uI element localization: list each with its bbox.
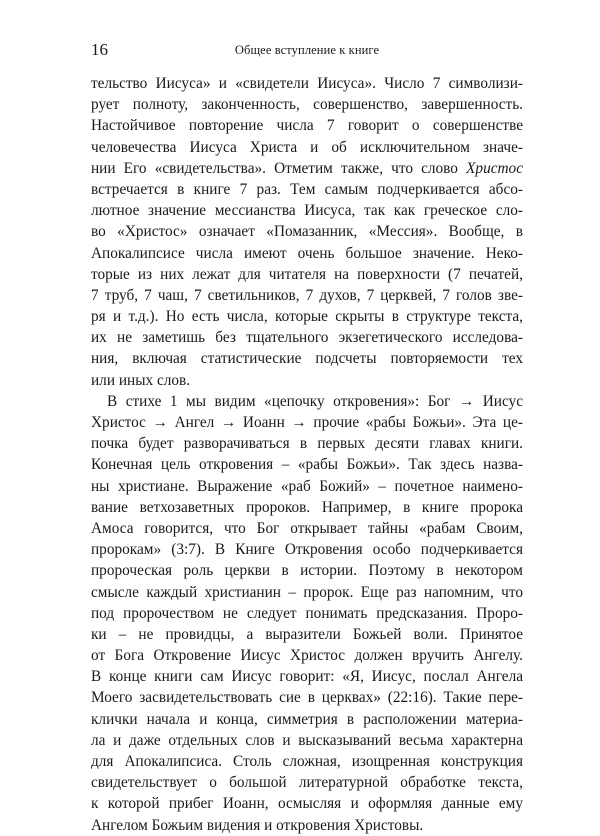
text-line: Ангелом Божьим видения и откровения Христовы.: [91, 816, 424, 834]
text-line: лютное значение мессианства Иисуса, так как греческое сло-: [91, 202, 523, 220]
text-line: тельство Иисуса» и «свидетели Иисуса». Число 7 символизи-: [91, 75, 523, 92]
text-line: В стихе 1 мы видим «цепочку откровения»: Бог → Иисус: [107, 392, 523, 410]
text-line: пророческая роль церкви в истории. Поэтому в некотором: [91, 562, 523, 580]
text-line: рует полноту, законченность, совершенство, завершенность.: [91, 96, 523, 114]
text-line: 7 труб, 7 чаш, 7 светильников, 7 духов, 7 церквей, 7 голов зве-: [91, 286, 523, 304]
text-line: вание ветхозаветных пророков. Например, в книге пророка: [91, 498, 523, 516]
text-line: Настойчивое повторение числа 7 говорит о совершенстве: [91, 117, 523, 135]
text-line: В конце книги сам Иисус говорит: «Я, Иисус, послал Ангела: [91, 668, 523, 686]
text-line: ки – не провидцы, а выразители Божьей воли. Принятое: [91, 625, 523, 643]
text-line: ния, включая статистические подсчеты повторяемости тех: [91, 350, 523, 368]
text-line: смысле каждый христианин – пророк. Еще раз напомним, что: [91, 583, 523, 601]
page-header: [91, 40, 523, 60]
text-line: или иных слов.: [91, 371, 191, 389]
text-line: нии Его «свидетельства». Отметим также, что слово Христос: [91, 159, 523, 177]
text-line: их не заметишь без тщательного экзегетического исследова-: [91, 329, 523, 347]
text-line: встречается в книге 7 раз. Тем самым подчеркивается абсо-: [91, 180, 523, 198]
text-line: во «Христос» означает «Помазанник, «Мессия». Вообще, в: [91, 223, 523, 241]
text-line: человечества Иисуса Христа и об исключительном значе-: [91, 138, 523, 156]
text-line: Конечная цель откровения – «рабы Божьи». Так здесь назва-: [91, 456, 523, 474]
page-number: 16: [91, 40, 108, 59]
body-text: [91, 73, 523, 836]
text-line: ны христиане. Выражение «раб Божий» – почетное наимено-: [91, 477, 523, 495]
text-line: почка будет разворачиваться в первых десяти главах книги.: [91, 435, 523, 453]
text-line: от Бога Откровение Иисус Христос должен вручить Ангелу.: [91, 647, 523, 665]
text-line: пророкам» (3:7). В Книге Откровения особо подчеркивается: [91, 541, 523, 559]
text-line: Апокалипсисе числа имеют очень большое значение. Неко-: [91, 244, 523, 262]
text-line: для Апокалипсиса. Столь сложная, изощренная конструкция: [91, 753, 523, 770]
text-line: Амоса говорится, что Бог открывает тайны «рабам Своим,: [91, 519, 523, 537]
text-line: к которой прибег Иоанн, осмысляя и оформляя данные ему: [91, 795, 523, 813]
text-line: торые из них лежат для читателя на поверхности (7 печатей,: [91, 265, 523, 283]
text-line: Моего засвидетельствовать сие в церквах» (22:16). Такие пере-: [91, 689, 523, 707]
text-line: под пророчеством не следует понимать предсказания. Проро-: [91, 604, 523, 622]
running-title: Общее вступление к книге: [234, 43, 380, 57]
text-line: ла и даже отдельных слов и высказываний весьма характерна: [91, 731, 523, 749]
text-line: свидетельствует о большой литературной обработке текста,: [91, 774, 523, 792]
text-line: ря и т.д.). Но есть числа, которые скрыты в структуре текста,: [91, 308, 523, 326]
text-line: клички начала и конца, симметрия в расположении материа-: [91, 710, 523, 728]
text-line: Христос → Ангел → Иоанн → прочие «рабы Божьи». Эта це-: [91, 414, 523, 431]
